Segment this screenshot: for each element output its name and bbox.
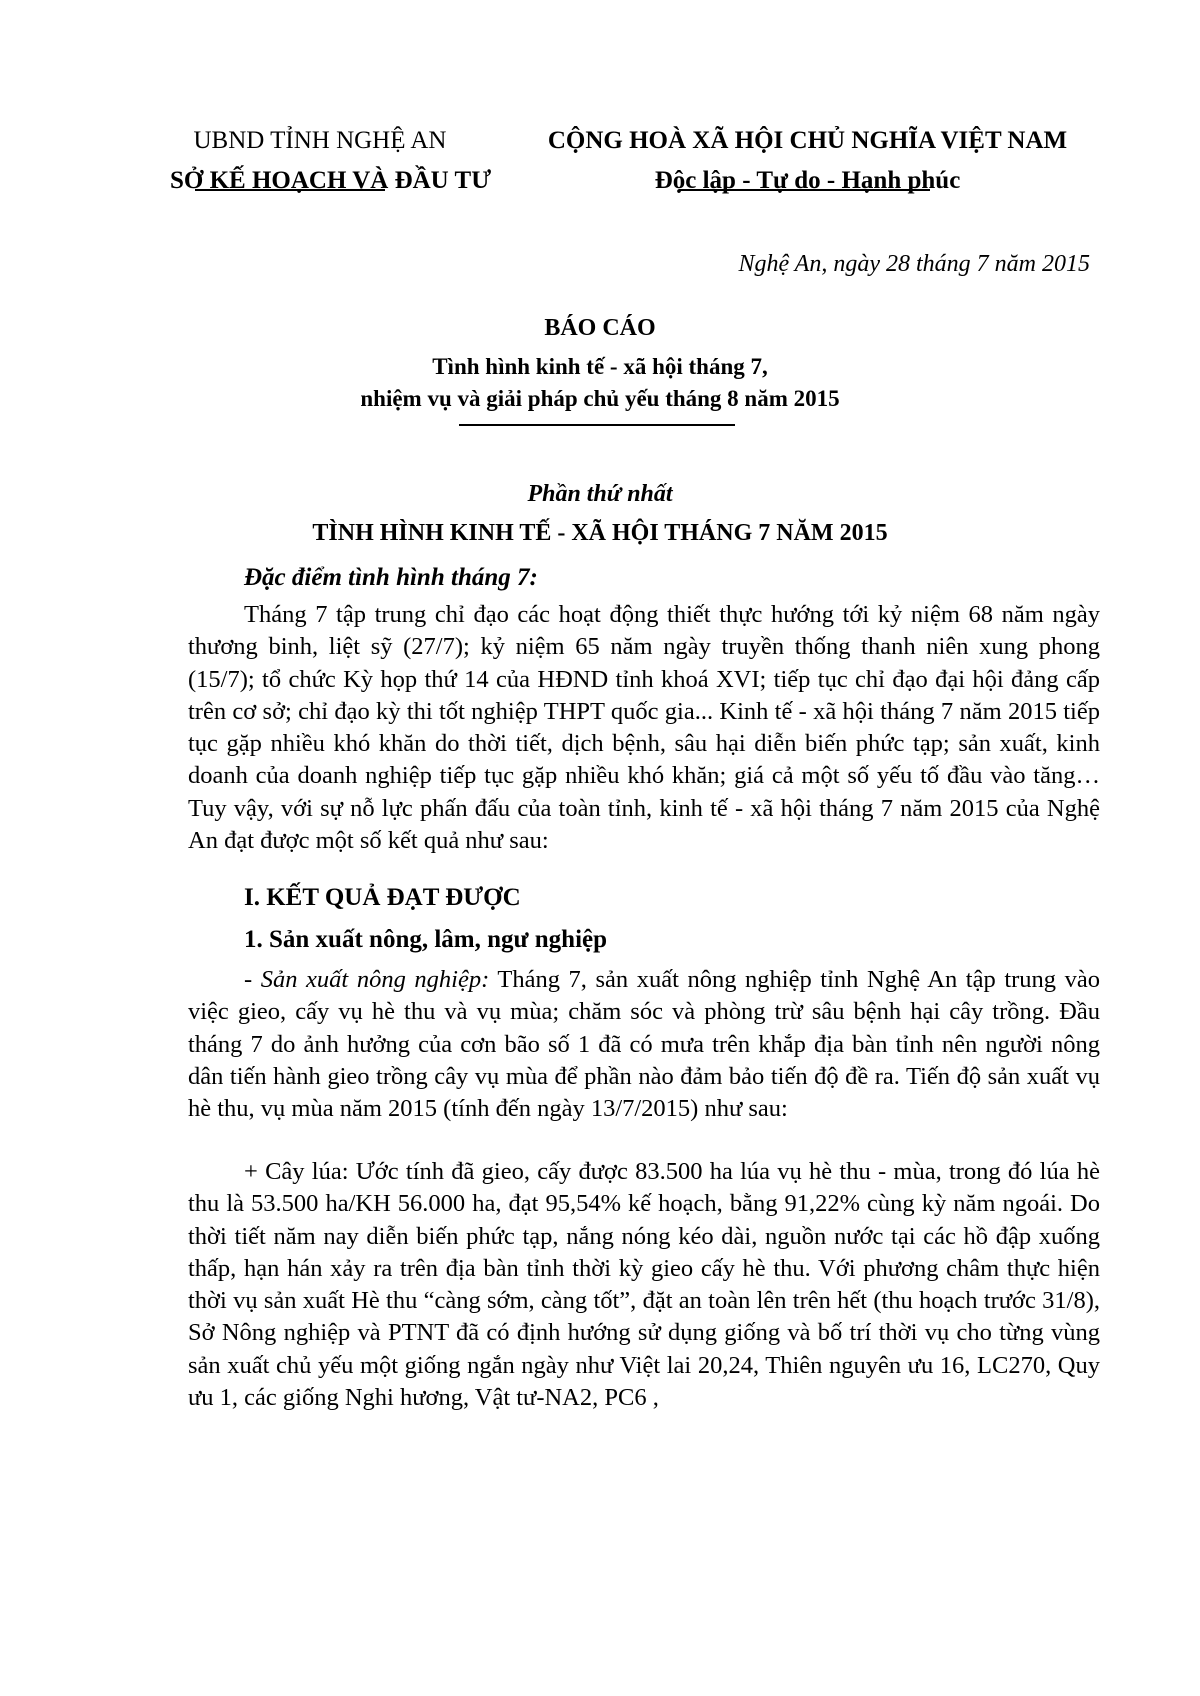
agency-underline (195, 189, 385, 191)
section-1-heading: 1. Sản xuất nông, lâm, ngư nghiệp (244, 926, 608, 953)
agri-body: Tháng 7, sản xuất nông nghiệp tỉnh Nghệ An tập trung vào việc gieo, cấy vụ hè thu và vụ mùa; chăm sóc và phòng trừ sâu bệnh hại cây trồng. Đầu tháng 7 do ảnh hưởng của cơn bão số 1 đã có mưa trên khắp địa bàn tỉnh nên người nông dân tiến hành gieo trồng cây vụ mùa để phần nào đảm bảo tiến độ đề ra. Tiến độ sản xuất vụ hè thu, vụ mùa năm 2015 (tính đến ngày 13/7/2015) như sau: (188, 966, 1100, 1123)
part-title: TÌNH HÌNH KINH TẾ - XÃ HỘI THÁNG 7 NĂM 2015 (312, 520, 888, 546)
motto-underline (679, 189, 930, 191)
features-heading: Đặc điểm tình hình tháng 7: (244, 564, 538, 591)
title-underline (459, 424, 735, 426)
agri-paragraph (188, 964, 1100, 1125)
agency-name: UBND TỈNH NGHỆ AN (193, 127, 447, 154)
national-header (525, 124, 1090, 198)
part-label: Phần thứ nhất (527, 481, 673, 507)
section-i-heading: I. KẾT QUẢ ĐẠT ĐƯỢC (244, 884, 521, 911)
intro-paragraph: Tháng 7 tập trung chỉ đạo các hoạt động thiết thực hướng tới kỷ niệm 68 năm ngày thương binh, liệt sỹ (27/7); kỷ niệm 65 năm ngày truyền thống thanh niên xung phong (15/7); tổ chức Kỳ họp thứ 14 của HĐND tỉnh khoá XVI; tiếp tục chỉ đạo đại hội đảng cấp trên cơ sở; chỉ đạo kỳ thi tốt nghiệp THPT quốc gia... Kinh tế - xã hội tháng 7 năm 2015 tiếp tục gặp nhiều khó khăn do thời tiết, dịch bệnh, sâu hại diễn biến phức tạp; sản xuất, kinh doanh của doanh nghiệp tiếp tục gặp nhiều khó khăn; giá cả một số yếu tố đầu vào tăng… Tuy vậy, với sự nỗ lực phấn đấu của toàn tỉnh, kinh tế - xã hội tháng 7 năm 2015 của Nghệ An đạt được một số kết quả như sau: (188, 601, 1100, 855)
agri-paragraph-block (188, 964, 1100, 1125)
report-subtitle-line2: nhiệm vụ và giải pháp chủ yếu tháng 8 năm 2015 (360, 386, 840, 411)
department-name: SỞ KẾ HOẠCH VÀ ĐẦU TƯ (170, 167, 492, 194)
date-line: Nghệ An, ngày 28 tháng 7 năm 2015 (738, 251, 1090, 277)
report-title: BÁO CÁO (544, 315, 656, 341)
nation-motto: Độc lập - Tự do - Hạnh phúc (654, 167, 961, 194)
rice-paragraph: + Cây lúa: Ước tính đã gieo, cấy được 83.500 ha lúa vụ hè thu - mùa, trong đó lúa hè thu là 53.500 ha/KH 56.000 ha, đạt 95,54% kế hoạch, bằng 91,22% cùng kỳ năm ngoái. Do thời tiết năm nay diễn biến phức tạp, nắng nóng kéo dài, nguồn nước tại các hồ đập xuống thấp, hạn hán xảy ra trên địa bàn tỉnh thời kỳ gieo cấy hè thu. Với phương châm thực hiện thời vụ sản xuất Hè thu “càng sớm, càng tốt”, đặt an toàn lên trên hết (thu hoạch trước 31/8), Sở Nông nghiệp và PTNT đã có định hướng sử dụng giống và bố trí thời vụ cho từng vùng sản xuất chủ yếu một giống ngắn ngày như Việt lai 20,24, Thiên nguyên ưu 16, LC270, Quy ưu 1, các giống Nghi hương, Vật tư-NA2, PC6 , (188, 1158, 1100, 1412)
report-subtitle-line1: Tình hình kinh tế - xã hội tháng 7, (432, 354, 768, 379)
intro-paragraph-block (188, 599, 1100, 857)
nation-name: CỘNG HOÀ XÃ HỘI CHỦ NGHĨA VIỆT NAM (547, 127, 1068, 154)
agency-header (170, 124, 492, 198)
agri-lead: - Sản xuất nông nghiệp: (244, 966, 490, 993)
rice-paragraph-block (188, 1156, 1100, 1414)
